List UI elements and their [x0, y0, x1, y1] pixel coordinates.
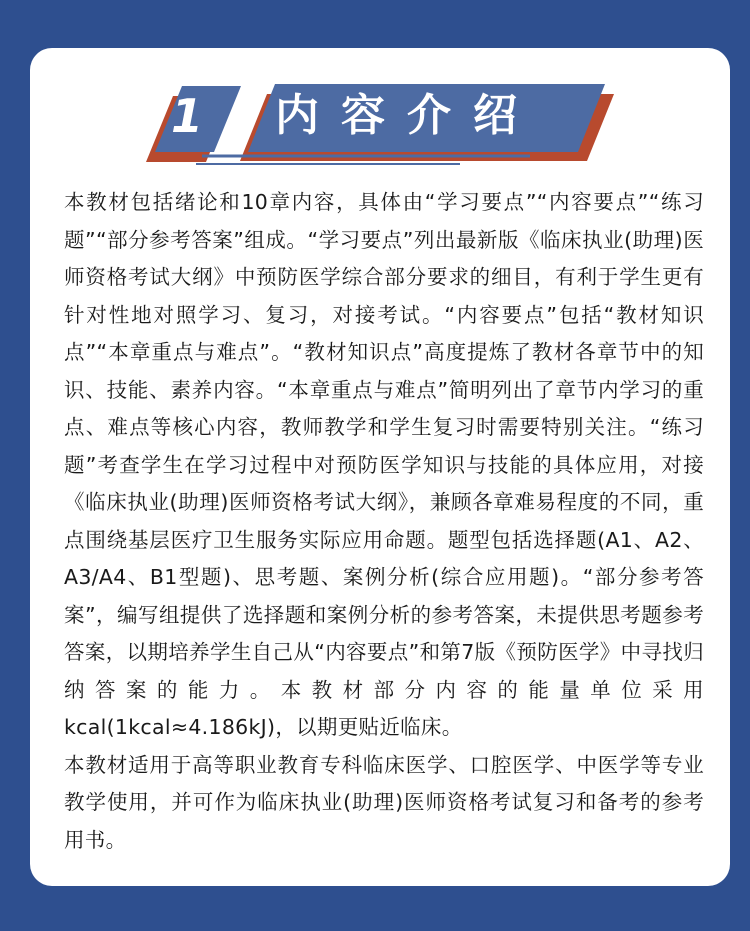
paragraph-1: 本教材包括绪论和10章内容，具体由“学习要点”“内容要点”“练习题”“部分参考答案”组成。“学习要点”列出最新版《临床执业(助理)医师资格考试大纲》中预防医学综合部分要求的细目，有利于学生更有针对性地对照学习、复习，对接考试。“内容要点”包括“教材知识点”“本章重点与难点”。“教材知识点”高度提炼了教材各章节中的知识、技能、素养内容。“本章重点与难点”简明列出了章节内学习的重点、难点等核心内容，教师教学和学生复习时需要特别关注。“练习题”考查学生在学习过程中对预防医学知识与技能的具体应用，对接《临床执业(助理)医师资格考试大纲》，兼顾各章难易程度的不同，重点围绕基层医疗卫生服务实际应用命题。题型包括选择题(A1、A2、A3/A4、B1型题)、思考题、案例分析(综合应用题)。“部分参考答案”，编写组提供了选择题和案例分析的参考答案，未提供思考题参考答案，以期培养学生自己从“内容要点”和第7版《预防医学》中寻找归纳答案的能力。本教材部分内容的能量单位采用kcal(1kcal≈4.186kJ)，以期更贴近临床。 — [64, 190, 704, 739]
paragraph-2: 本教材适用于高等职业教育专科临床医学、口腔医学、中医学等专业教学使用，并可作为临床执业(助理)医师资格考试复习和备考的参考用书。 — [64, 752, 704, 852]
section-number: 1 — [170, 89, 203, 143]
content-card — [30, 48, 730, 886]
intro-text — [64, 184, 704, 859]
section-banner — [30, 48, 730, 178]
section-title: 内容介绍 — [275, 90, 539, 141]
